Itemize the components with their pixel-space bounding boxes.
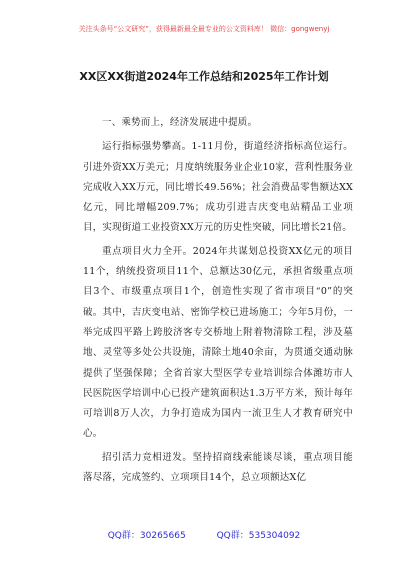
section-heading: 一、乘势而上，经济发展进中提质。 (102, 117, 258, 128)
document-body (83, 113, 353, 488)
footer-qq-left: QQ群：30265665 (107, 531, 186, 541)
footer-qq-right: QQ群：535304092 (216, 531, 301, 541)
paragraph-indicators: 运行指标强势攀高。1-11月份，街道经济指标高位运行。引进外资XX万美元；月度纳统服务业企业10家，营利性服务业完成收入XX万元，同比增长49.56%；社会消费品零售额达XX亿元，同比增幅209.7%；成功引进吉庆变电站精品工业项目，实现街道工业投资XX万元的历史性突破，同比增长21倍。 (83, 141, 353, 234)
top-banner: 关注头条号“公文研究”，获得最新最全最专业的公文资料库！ 微信：gongwenyj (78, 25, 330, 33)
paragraph-key-projects: 重点项目火力全开。2024年共谋划总投资XX亿元的项目11个，纳统投资项目11个、总额达30亿元，承担省级重点项目3个、市级重点项目1个，创造性实现了省市项目“0”的突破。其中，吉庆变电站、密饰学校已进场施工；今年5月份，一举完成四平路上跨胶济客专交桥地上附着物清除工程，涉及墓地、灵堂等多处公共设施，清除土地40余亩，为贯通交通动脉提供了坚强保障；全省首家大型医学专业培训综合体潍坊市人民医院医学培训中心已投产建筑面积达1.3万平方米，预计每年可培训8万人次，力争打造成为国内一流卫生人才教育研究中心。 (83, 245, 353, 440)
paragraph-investment: 招引活力竞相迸发。坚持招商线索能谈尽谈，重点项目能落尽落，完成签约、立项项目14个，总立项额达X亿 (83, 451, 353, 484)
document-title: XX区XX街道2024年工作总结和2025年工作计划 (79, 70, 329, 83)
footer-contact (0, 528, 408, 541)
